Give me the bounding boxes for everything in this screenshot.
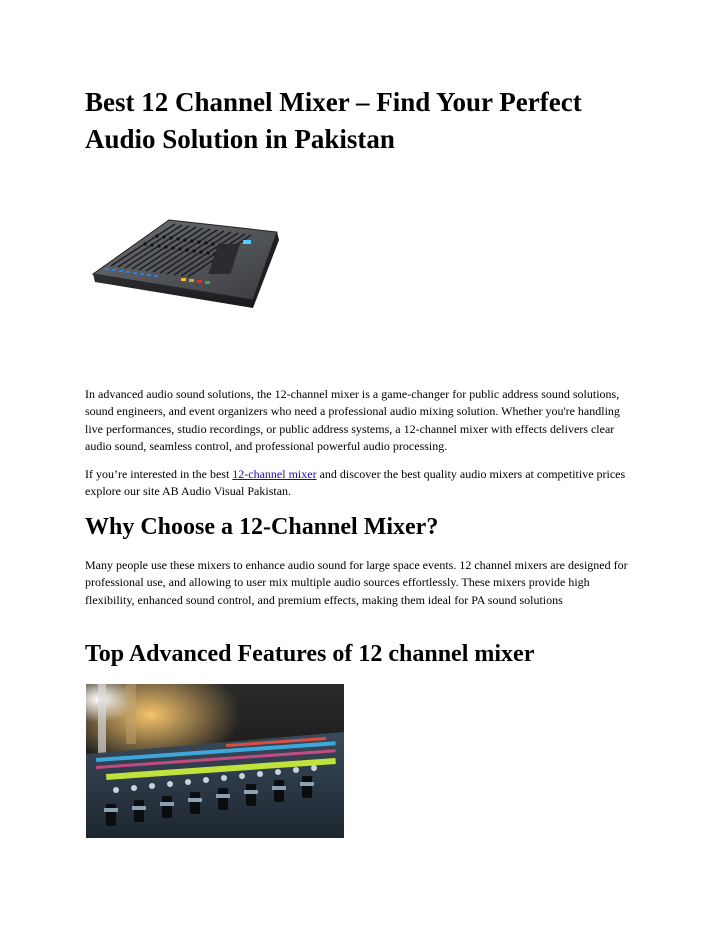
- mixer-product-image: [85, 192, 295, 322]
- section-heading-why-choose: Why Choose a 12-Channel Mixer?: [85, 514, 439, 540]
- section-heading-features: Top Advanced Features of 12 channel mixer: [85, 641, 535, 667]
- cta-paragraph: [85, 466, 637, 501]
- studio-mixer-photo: [86, 684, 344, 838]
- cta-text-before: If you’re interested in the best: [85, 467, 233, 481]
- cta-text-after: and discover the best quality audio mixers at competitive prices explore our site AB Audio Visual Pakistan.: [85, 467, 626, 499]
- article-title: Best 12 Channel Mixer – Find Your Perfect Audio Solution in Pakistan: [85, 87, 582, 154]
- why-choose-paragraph: Many people use these mixers to enhance audio sound for large space events. 12 channel mixers are designed for professional use, and allowing to user mix multiple audio sources effortlessly. These mixers provide high flexibility, enhanced sound control, and premium effects, making them ideal for PA sound solutions: [85, 558, 628, 607]
- 12-channel-mixer-link[interactable]: 12-channel mixer: [232, 467, 317, 481]
- intro-paragraph: In advanced audio sound solutions, the 12-channel mixer is a game-changer for public address sound solutions, sound engineers, and event organizers who need a professional audio mixing solution. Whether you're handling live performances, studio recordings, or public address systems, a 12-channel mixer with effects delivers clear audio sound, seamless control, and professional powerful audio processing.: [85, 387, 620, 453]
